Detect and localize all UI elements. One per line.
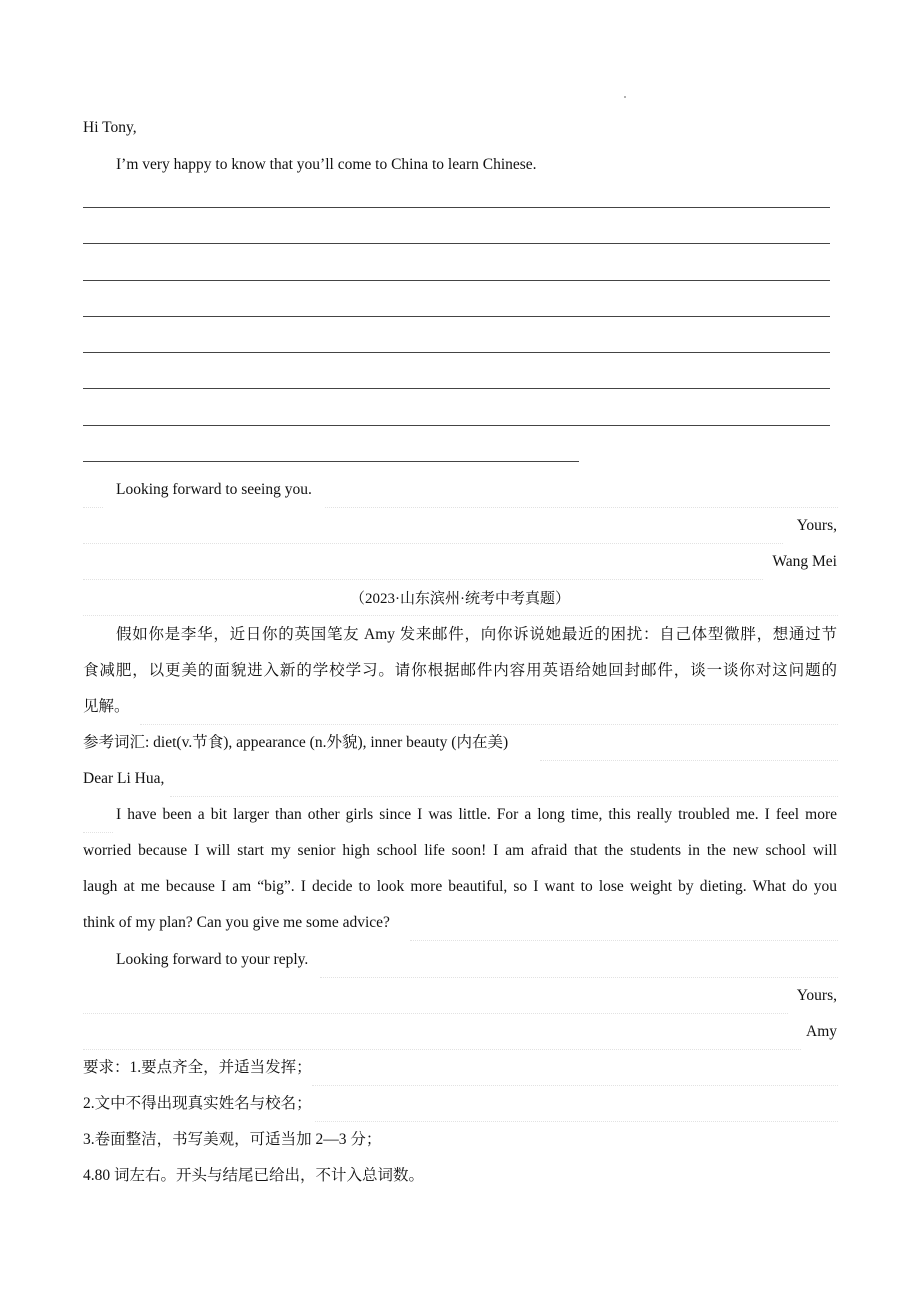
requirement-1: 要求：1.要点齐全，并适当发挥；: [83, 1059, 312, 1076]
prompt-line-1: 假如你是李华，近日你的英国笔友 Amy 发来邮件，向你诉说她最近的困扰：自己体型微胖，想通过节: [116, 626, 837, 643]
dotted-separator: [312, 1085, 838, 1086]
dotted-separator: [170, 796, 838, 797]
letter2-signature: Amy: [806, 1023, 837, 1040]
dotted-separator: [83, 1049, 801, 1050]
letter1-signature: Wang Mei: [772, 553, 837, 570]
dotted-separator: [320, 977, 838, 978]
dotted-separator: [540, 760, 838, 761]
dotted-separator: [315, 1121, 838, 1122]
dotted-separator: [83, 1013, 788, 1014]
requirement-2: 2.文中不得出现真实姓名与校名；: [83, 1095, 312, 1112]
letter2-body-line-3: laugh at me because I am “big”. I decide to look more beautiful, so I want to lose weight by dieting. What do you: [83, 878, 837, 895]
dotted-separator: [83, 543, 783, 544]
answer-line[interactable]: [83, 280, 830, 281]
letter2-body-line-1: I have been a bit larger than other girls since I was little. For a long time, this really troubled me. I feel more: [116, 806, 837, 823]
answer-line[interactable]: [83, 316, 830, 317]
letter2-sign-off: Yours,: [796, 987, 837, 1004]
vocabulary: 参考词汇: diet(v.节食), appearance (n.外貌), inner beauty (内在美): [83, 734, 509, 751]
answer-line[interactable]: [83, 388, 830, 389]
letter1-opening: I’m very happy to know that you’ll come to China to learn Chinese.: [116, 156, 537, 173]
letter2-greeting: Dear Li Hua,: [83, 770, 165, 787]
requirement-4: 4.80 词左右。开头与结尾已给出，不计入总词数。: [83, 1167, 425, 1184]
letter2-body-line-2: worried because I will start my senior high school life soon! I am afraid that the students in the new school will: [83, 842, 837, 859]
dotted-separator: [325, 507, 838, 508]
source-label: （2023·山东滨州·统考中考真题）: [350, 591, 570, 607]
dotted-separator: [83, 832, 113, 833]
answer-line[interactable]: [83, 461, 579, 462]
dotted-separator: [140, 724, 838, 725]
letter1-sign-off: Yours,: [796, 517, 837, 534]
letter1-closing: Looking forward to seeing you.: [116, 481, 312, 498]
letter2-body-line-4: think of my plan? Can you give me some advice?: [83, 914, 390, 931]
requirement-3: 3.卷面整洁，书写美观，可适当加 2—3 分；: [83, 1131, 382, 1148]
letter2-closing: Looking forward to your reply.: [116, 951, 309, 968]
answer-line[interactable]: [83, 352, 830, 353]
letter1-greeting: Hi Tony,: [83, 119, 137, 136]
dotted-separator: [410, 940, 838, 941]
answer-line[interactable]: [83, 207, 830, 208]
dotted-separator: [83, 507, 103, 508]
dotted-separator: [83, 579, 763, 580]
answer-line[interactable]: [83, 243, 830, 244]
scan-speck: [624, 96, 626, 98]
prompt-line-3: 见解。: [83, 698, 130, 715]
answer-line[interactable]: [83, 425, 830, 426]
dotted-separator: [83, 615, 838, 616]
prompt-line-2: 食减肥，以更美的面貌进入新的学校学习。请你根据邮件内容用英语给她回封邮件，谈一谈你对这问题的: [83, 662, 837, 679]
